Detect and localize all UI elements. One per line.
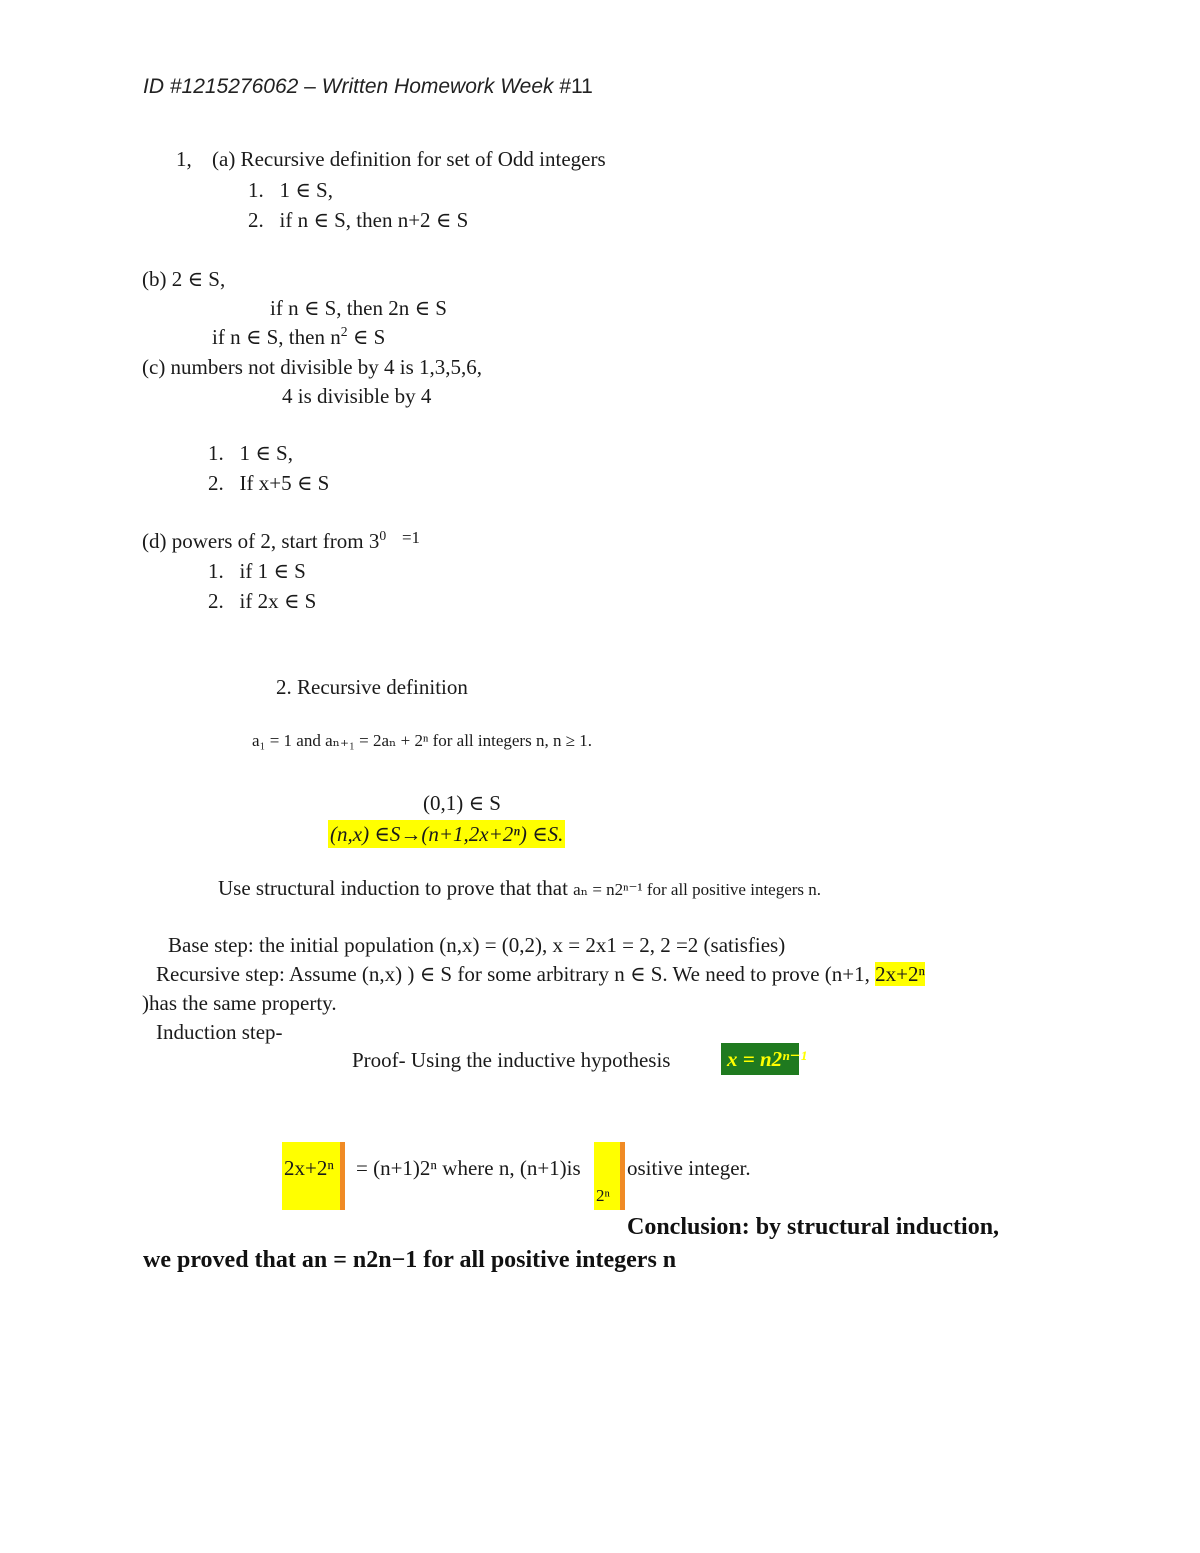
equation-right: = (n+1)2ⁿ where n, (n+1)is [356,1156,581,1180]
prove-statement [218,876,821,900]
week-number: #11 [559,75,593,98]
conclusion-line-2: we proved that an = n2n−1 for all positive integers n [143,1247,677,1273]
list-item-text: if n ∈ S, then n+2 ∈ S [279,208,469,232]
list-item-text: if 1 ∈ S [239,559,306,583]
question-2-title: 2. Recursive definition [276,675,468,699]
equation-left-bar [340,1142,345,1210]
rule-text: if n ∈ S, then n [212,325,341,349]
prove-text: Use structural induction to prove that that [218,876,574,900]
question-1b-rule-1: if n ∈ S, then 2n ∈ S [270,296,447,320]
list-item-text: If x+5 ∈ S [239,471,330,495]
base-step: Base step: the initial population (n,x) = (0,2), x = 2x1 = 2, 2 =2 (satisfies) [168,933,786,957]
base-set: (0,1) ∈ S [423,791,501,815]
list-item: 2. If x+5 ∈ S [208,471,330,495]
conclusion-line-1: Conclusion: by structural induction, [627,1214,1000,1240]
list-item: 2. if n ∈ S, then n+2 ∈ S [248,208,469,232]
question-1a-title: (a) Recursive definition for set of Odd integers [212,147,606,171]
question-1b: (b) 2 ∈ S, [142,267,226,291]
question-1d-text: (d) powers of 2, start from 3 [142,529,380,553]
list-item: 1. if 1 ∈ S [208,559,306,583]
question-1-number: 1, [176,147,192,171]
induction-step: Induction step- [156,1020,283,1044]
question-1c: (c) numbers not divisible by 4 is 1,3,5,6, [142,355,483,379]
proof-line [352,1048,670,1072]
recursive-step-text: Recursive step: Assume (n,x) ) ∈ S for some arbitrary n ∈ S. We need to prove (n+1, [156,962,876,986]
question-1d [142,529,420,553]
exponent: 2 [340,323,348,339]
list-item-text: 1 ∈ S, [239,441,293,465]
rule-text: ∈ S [347,325,386,349]
exponent: 0 [379,527,387,543]
page-header [143,75,593,99]
list-item-text: if 2x ∈ S [239,589,317,613]
prove-formula: aₙ = n2ⁿ⁻¹ for all positive integers n. [573,880,822,899]
inductive-hypothesis: x = n2ⁿ⁻¹ [721,1043,799,1075]
recurrence-relation: a₁ = 1 and aₙ₊₁ = 2aₙ + 2ⁿ for all integers n, n ≥ 1. [252,731,593,750]
question-1d-value: =1 [401,528,421,547]
equation-left: 2x+2ⁿ [284,1156,334,1180]
recursive-rule: (n,x) ∈S→(n+1,2x+2ⁿ) ∈S. [328,820,565,848]
proof-text: Proof- Using the inductive hypothesis [352,1048,671,1072]
equation-box-term: 2ⁿ [596,1186,610,1205]
recursive-step [156,962,925,986]
equation-box-bar [620,1142,625,1210]
equation-tail: ositive integer. [627,1156,751,1180]
question-1b-rule-2 [212,325,385,349]
list-item: 1. 1 ∈ S, [208,441,293,465]
list-item: 2. if 2x ∈ S [208,589,317,613]
doc-id: ID #1215276062 [143,75,299,98]
highlighted-term: 2x+2ⁿ [875,962,926,986]
question-1c-line-2: 4 is divisible by 4 [282,384,432,408]
doc-title: Written Homework Week [321,75,554,98]
list-item: 1. 1 ∈ S, [248,178,333,202]
header-dash: – [304,75,316,98]
list-item-text: 1 ∈ S, [279,178,333,202]
recursive-step-continued: )has the same property. [142,991,337,1015]
